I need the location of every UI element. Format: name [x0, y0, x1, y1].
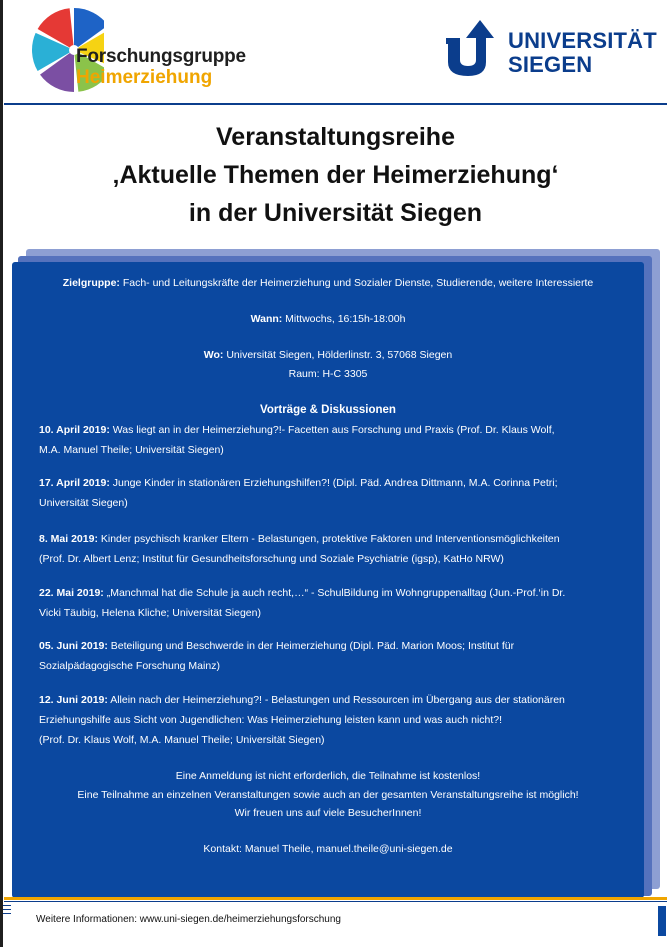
event-item [39, 690, 634, 750]
event-text: (Prof. Dr. Albert Lenz; Institut für Gesundheitsforschung und Soziale Psychiatrie (igsp), KatHo NRW) [39, 553, 504, 565]
event-date: 17. April 2019: [39, 477, 110, 489]
event-text: Vicki Täubig, Helena Kliche; Universität Siegen) [39, 607, 261, 619]
footer-side-marks [3, 905, 11, 915]
footer-divider [4, 897, 667, 900]
event-date: 05. Juni 2019: [39, 640, 108, 652]
event-text: Kinder psychisch kranker Eltern - Belastungen, protektive Faktoren und Interventionsmöglichkeiten [97, 533, 560, 545]
header-divider [4, 103, 667, 105]
event-item [39, 583, 634, 623]
event-text: Allein nach der Heimerziehung?! - Belastungen und Ressourcen im Übergang aus der stationären [107, 694, 565, 706]
event-text: Universität Siegen) [39, 497, 128, 509]
university-mark-icon [442, 14, 500, 78]
event-date: 8. Mai 2019: [39, 533, 98, 545]
footer-divider-thin [4, 901, 667, 902]
event-item [39, 529, 634, 569]
header [4, 0, 667, 104]
event-text: M.A. Manuel Theile; Universität Siegen) [39, 444, 224, 456]
event-item [39, 473, 634, 513]
event-text: (Prof. Dr. Klaus Wolf, M.A. Manuel Theile; Universität Siegen) [39, 734, 325, 746]
event-text: Beteiligung und Beschwerde in der Heimerziehung (Dipl. Päd. Marion Moos; Institut für [107, 640, 515, 652]
forschungsgruppe-logo-line1: Forschungsgruppe [76, 46, 246, 67]
raum-line: Raum: H-C 3305 [288, 368, 368, 380]
wann-label: Wann: [250, 313, 283, 325]
event-text: Sozialpädagogische Forschung Mainz) [39, 660, 220, 672]
universitaet-logo-line2: SIEGEN [508, 52, 593, 77]
info-box [12, 262, 644, 898]
title-line-3: in der Universität Siegen [188, 199, 483, 227]
closing-line-2: Eine Teilnahme an einzelnen Veranstaltungen sowie auch an der gesamten Veranstaltungsreihe ist möglich! [77, 789, 579, 801]
page-title [4, 118, 667, 232]
section-heading: Vorträge & Diskussionen [260, 404, 396, 416]
event-text: Junge Kinder in stationären Erziehungshilfen?! (Dipl. Päd. Andrea Dittmann, M.A. Corinna Petri; [109, 477, 558, 489]
title-line-2: ‚Aktuelle Themen der Heimerziehung‘ [112, 161, 559, 189]
closing-line-3: Wir freuen uns auf viele BesucherInnen! [234, 807, 422, 819]
title-line-1: Veranstaltungsreihe [216, 123, 455, 151]
universitaet-logo-line1: UNIVERSITÄT [508, 28, 657, 53]
footer-info: Weitere Informationen: www.uni-siegen.de/heimerziehungsforschung [36, 914, 341, 925]
event-text: Was liegt an in der Heimerziehung?!- Facetten aus Forschung und Praxis (Prof. Dr. Klaus Wolf, [109, 424, 555, 436]
wann-text: Mittwochs, 16:15h-18:00h [282, 313, 406, 325]
event-date: 10. April 2019: [39, 424, 110, 436]
wann-line [12, 312, 644, 326]
zielgruppe-line [12, 276, 644, 290]
zielgruppe-text: Fach- und Leitungskräfte der Heimerziehung und Sozialer Dienste, Studierende, weitere Interessierte [119, 277, 594, 289]
contact-line: Kontakt: Manuel Theile, manuel.theile@uni-siegen.de [203, 843, 453, 855]
wo-line [12, 348, 644, 362]
universitaet-siegen-logo [442, 14, 662, 78]
event-text: Erziehungshilfe aus Sicht von Jugendlichen: Was Heimerziehung leisten kann und was auch nicht?! [39, 714, 503, 726]
event-date: 12. Juni 2019: [39, 694, 108, 706]
event-text: „Manchmal hat die Schule ja auch recht,…“ - SchulBildung im Wohngruppenalltag (Jun.-Prof.‘in Dr. [103, 587, 566, 599]
page-left-edge [0, 0, 3, 947]
event-date: 22. Mai 2019: [39, 587, 104, 599]
wo-label: Wo: [203, 349, 224, 361]
closing-line-1: Eine Anmeldung ist nicht erforderlich, die Teilnahme ist kostenlos! [175, 770, 481, 782]
forschungsgruppe-logo [28, 4, 248, 96]
forschungsgruppe-logo-line2: Heimerziehung [76, 67, 213, 88]
footer-right-strip [658, 906, 666, 936]
event-item [39, 420, 634, 460]
event-item [39, 636, 634, 676]
zielgruppe-label: Zielgruppe: [62, 277, 120, 289]
wo-text: Universität Siegen, Hölderlinstr. 3, 57068 Siegen [223, 349, 453, 361]
